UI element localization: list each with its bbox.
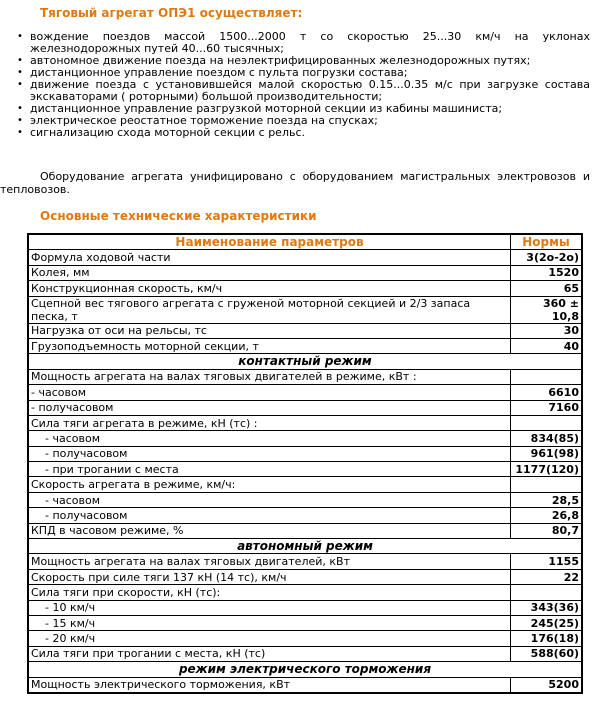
value-cell — [511, 585, 583, 600]
table-row — [28, 523, 582, 538]
table-row — [28, 631, 582, 646]
param-cell: Мощность электрического торможения, кВт — [28, 677, 511, 693]
value-cell: 588(60) — [511, 646, 583, 661]
table-row — [28, 508, 582, 523]
param-cell: - получасовом — [28, 400, 511, 415]
specs-table — [27, 233, 583, 694]
table-row — [28, 477, 582, 492]
param-cell: Формула ходовой части — [28, 250, 511, 265]
feature-item: • дистанционное управление поездом с пульта погрузки состава; — [0, 67, 590, 79]
table-row — [28, 446, 582, 461]
value-cell: 1520 — [511, 265, 583, 280]
param-cell: - часовом — [28, 492, 511, 507]
value-cell: 80,7 — [511, 523, 583, 538]
value-cell: 22 — [511, 569, 583, 584]
param-cell: Сила тяги агрегата в режиме, кН (тс) : — [28, 415, 511, 430]
header-value-cell: Нормы — [511, 234, 583, 250]
specs-title: Основные технические характеристики — [40, 209, 317, 223]
section-row — [28, 539, 582, 554]
table-row — [28, 569, 582, 584]
param-cell: - часовом — [28, 385, 511, 400]
table-row — [28, 431, 582, 446]
param-cell: Скорость при силе тяги 137 кН (14 тс), км/ч — [28, 569, 511, 584]
param-cell: Сила тяги при трогании с места, кН (тс) — [28, 646, 511, 661]
section-title: режим электрического торможения — [28, 662, 582, 677]
value-cell — [511, 369, 583, 384]
table-row — [28, 677, 582, 693]
header-param-cell: Наименование параметров — [28, 234, 511, 250]
feature-item: • дистанционное управление разгрузкой моторной секции из кабины машиниста; — [0, 103, 590, 115]
table-header-row — [28, 234, 582, 250]
table-row — [28, 338, 582, 353]
section-title: контактный режим — [28, 354, 582, 369]
value-cell: 26,8 — [511, 508, 583, 523]
table-row — [28, 265, 582, 280]
feature-item: • электрическое реостатное торможение поезда на спусках; — [0, 115, 590, 127]
table-row — [28, 415, 582, 430]
table-row — [28, 385, 582, 400]
value-cell: 834(85) — [511, 431, 583, 446]
param-cell: Колея, мм — [28, 265, 511, 280]
features-list — [0, 31, 590, 139]
value-cell: 343(36) — [511, 600, 583, 615]
table-row — [28, 585, 582, 600]
param-cell: - часовом — [28, 431, 511, 446]
value-cell: 5200 — [511, 677, 583, 693]
param-cell: Сила тяги при скорости, кН (тс): — [28, 585, 511, 600]
value-cell: 65 — [511, 281, 583, 296]
section-row — [28, 662, 582, 677]
feature-item: • автономное движение поезда на неэлектрифицированных железнодорожных путях; — [0, 55, 590, 67]
summary-paragraph: Оборудование агрегата унифицировано с оборудованием магистральных электровозов и тепловозов. — [0, 170, 590, 196]
table-row — [28, 369, 582, 384]
param-cell: - получасовом — [28, 508, 511, 523]
value-cell: 7160 — [511, 400, 583, 415]
param-cell: Мощность агрегата на валах тяговых двигателей в режиме, кВт : — [28, 369, 511, 384]
param-cell: - при трогании с места — [28, 462, 511, 477]
table-row — [28, 323, 582, 338]
table-row — [28, 600, 582, 615]
param-cell: - 20 км/ч — [28, 631, 511, 646]
param-cell: Мощность агрегата на валах тяговых двигателей, кВт — [28, 554, 511, 569]
table-row — [28, 492, 582, 507]
value-cell: 40 — [511, 338, 583, 353]
value-cell: 30 — [511, 323, 583, 338]
value-cell: 6610 — [511, 385, 583, 400]
section-row — [28, 354, 582, 369]
param-cell: Нагрузка от оси на рельсы, тс — [28, 323, 511, 338]
value-cell: 1155 — [511, 554, 583, 569]
param-cell: Конструкционная скорость, км/ч — [28, 281, 511, 296]
value-cell: 245(25) — [511, 615, 583, 630]
param-cell: - получасовом — [28, 446, 511, 461]
value-cell: 176(18) — [511, 631, 583, 646]
value-cell: 3(2о-2о) — [511, 250, 583, 265]
value-cell: 28,5 — [511, 492, 583, 507]
page-title: Тяговый агрегат ОПЭ1 осуществляет: — [40, 6, 303, 20]
value-cell — [511, 477, 583, 492]
param-cell: - 10 км/ч — [28, 600, 511, 615]
value-cell: 360 ± 10,8 — [511, 296, 583, 323]
table-row — [28, 281, 582, 296]
feature-item: • движение поезда с установившейся малой скоростью 0.15...0.35 м/с при загрузке состава экскаваторами ( роторными) большой производительности; — [0, 79, 590, 103]
table-row — [28, 615, 582, 630]
param-cell: Скорость агрегата в режиме, км/ч: — [28, 477, 511, 492]
param-cell: - 15 км/ч — [28, 615, 511, 630]
feature-item: • сигнализацию схода моторной секции с рельс. — [0, 127, 590, 139]
feature-item: • вождение поездов массой 1500...2000 т со скоростью 25...30 км/ч на уклонах железнодорожных путей 40...60 тысячных; — [0, 31, 590, 55]
table-row — [28, 646, 582, 661]
table-row — [28, 400, 582, 415]
value-cell: 961(98) — [511, 446, 583, 461]
table-row — [28, 296, 582, 323]
param-cell: КПД в часовом режиме, % — [28, 523, 511, 538]
section-title: автономный режим — [28, 539, 582, 554]
value-cell — [511, 415, 583, 430]
table-row — [28, 462, 582, 477]
value-cell: 1177(120) — [511, 462, 583, 477]
table-row — [28, 554, 582, 569]
param-cell: Грузоподъемность моторной секции, т — [28, 338, 511, 353]
param-cell: Сцепной вес тягового агрегата с груженой моторной секцией и 2/3 запаса песка, т — [28, 296, 511, 323]
table-row — [28, 250, 582, 265]
